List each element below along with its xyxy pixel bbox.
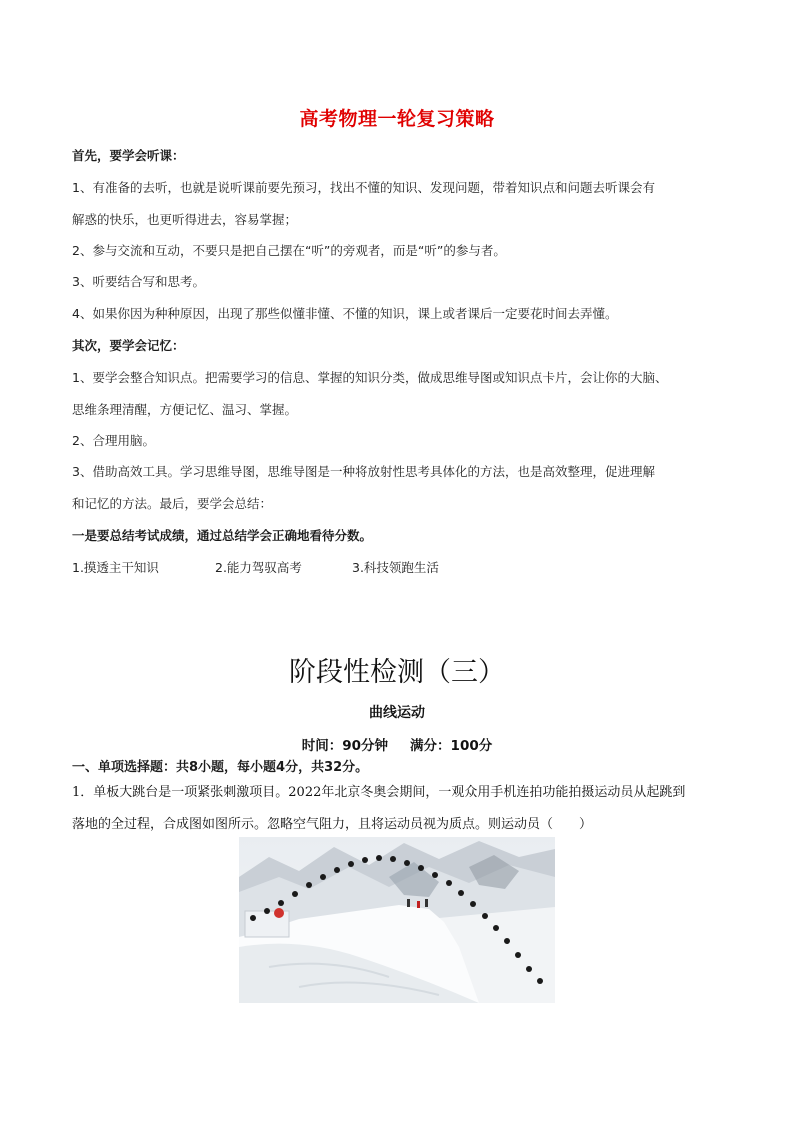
tag-3: 3.科技领跑生活 (352, 560, 439, 575)
summary-bold-line: 一是要总结考试成绩，通过总结学会正确地看待分数。 (72, 528, 373, 543)
snowboard-jump-photo (239, 837, 555, 1003)
tag-1: 1.摸透主干知识 (72, 560, 159, 575)
exam-subtitle: 曲线运动 (369, 705, 425, 721)
section1-line-3: 2、参与交流和互动，不要只是把自己摆在“听”的旁观者，而是“听”的参与者。 (72, 243, 506, 258)
section2-line-1: 1、要学会整合知识点。把需要学习的信息、掌握的知识分类，做成思维导图或知识点卡片，会让你的大脑、 (72, 370, 668, 385)
question-1-line-2: 落地的全过程，合成图如图所示。忽略空气阻力，且将运动员视为质点。则运动员（ ） (72, 817, 593, 832)
exam-time-line (0, 734, 794, 754)
exam-title: 阶段性检测（三） (289, 657, 505, 688)
exam-time: 时间：90分钟 (301, 738, 389, 754)
section1-line-5: 4、如果你因为种种原因，出现了那些似懂非懂、不懂的知识，课上或者课后一定要花时间去弄懂。 (72, 306, 618, 321)
section1-line-1: 1、有准备的去听，也就是说听课前要先预习，找出不懂的知识、发现问题，带着知识点和问题去听课会有 (72, 180, 655, 195)
exam-section-heading: 一、单项选择题：共8小题，每小题4分，共32分。 (72, 760, 369, 775)
strategy-title: 高考物理一轮复习策略 (299, 108, 495, 130)
section2-heading: 其次，要学会记忆： (72, 338, 185, 353)
question-1-line-1: 1．单板大跳台是一项紧张刺激项目。2022年北京冬奥会期间，一观众用手机连拍功能拍摄运动员从起跳到 (72, 785, 686, 800)
tag-2: 2.能力驾驭高考 (215, 560, 302, 575)
section1-line-2: 解惑的快乐，也更听得进去，容易掌握； (72, 212, 298, 227)
section2-line-4: 3、借助高效工具。学习思维导图，思维导图是一种将放射性思考具体化的方法，也是高效整理，促进理解 (72, 464, 655, 479)
exam-score: 满分：100分 (410, 738, 493, 754)
section2-line-3: 2、合理用脑。 (72, 433, 155, 448)
section1-line-4: 3、听要结合写和思考。 (72, 274, 205, 289)
section1-heading: 首先，要学会听课： (72, 148, 185, 163)
section2-line-5: 和记忆的方法。最后，要学会总结： (72, 496, 273, 511)
section2-line-2: 思维条理清醒，方便记忆、温习、掌握。 (72, 402, 298, 417)
